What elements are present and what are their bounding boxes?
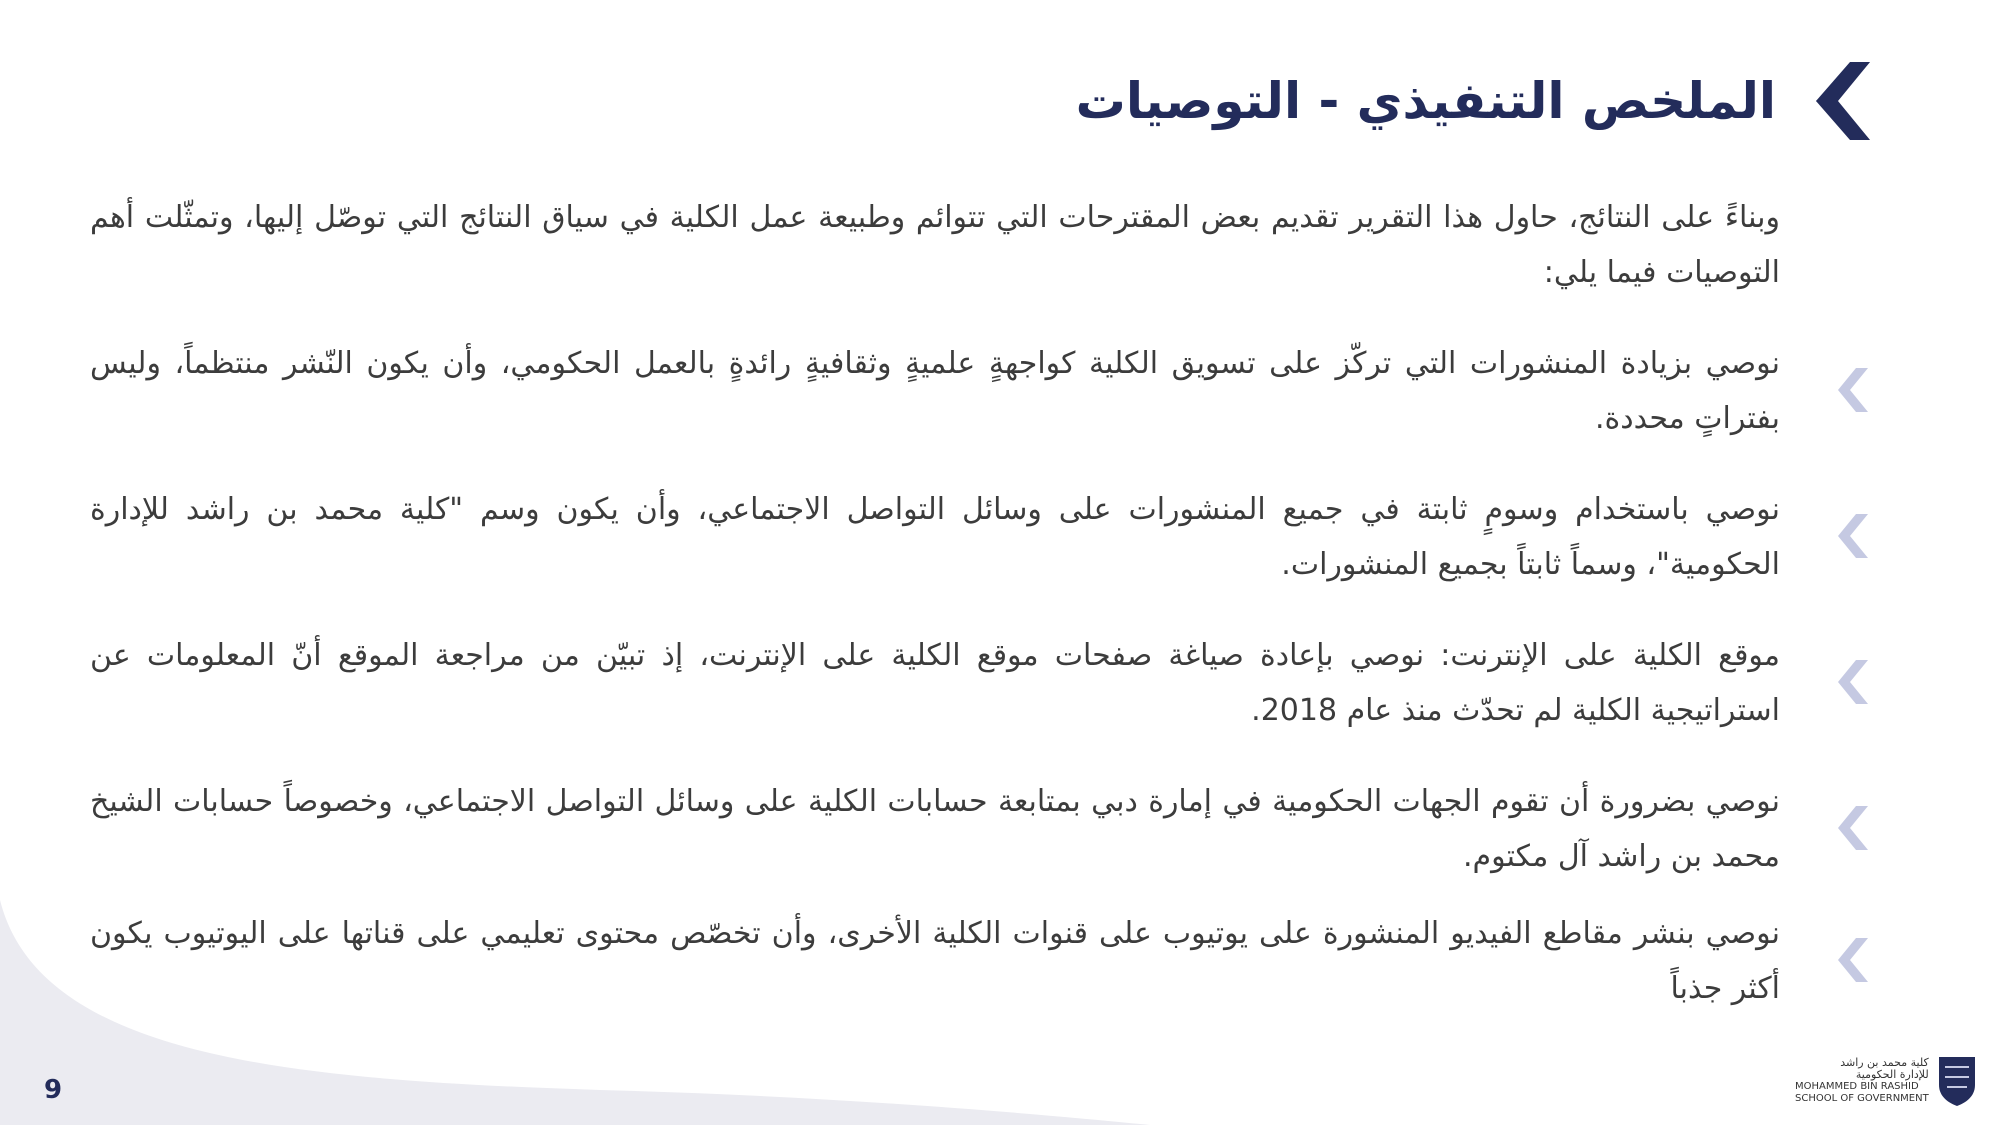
page-title: الملخص التنفيذي - التوصيات (1075, 72, 1776, 130)
list-item (90, 482, 1780, 592)
recommendation-text: نوصي بزيادة المنشورات التي تركّز على تسويق الكلية كواجهةٍ علميةٍ وثقافيةٍ رائدةٍ بالعمل الحكومي، وأن يكون النّشر منتظماً، وليس بفتراتٍ محددة. (90, 346, 1780, 436)
chevron-left-icon (1838, 660, 1868, 704)
list-item (90, 906, 1780, 1016)
logo-english-line-1: MOHAMMED BIN RASHID (1795, 1081, 1919, 1092)
recommendation-text: نوصي بضرورة أن تقوم الجهات الحكومية في إمارة دبي بمتابعة حسابات الكلية على وسائل التواصل الاجتماعي، وخصوصاً حسابات الشيخ محمد بن راشد آل مكتوم. (90, 784, 1780, 874)
chevron-left-icon (1838, 938, 1868, 982)
logo-text (1795, 1057, 1929, 1105)
list-item (90, 628, 1780, 738)
list-item (90, 774, 1780, 884)
logo-arabic-line-2: للإدارة الحكومية (1855, 1068, 1929, 1081)
header (1076, 62, 1870, 140)
recommendation-text: موقع الكلية على الإنترنت: نوصي بإعادة صياغة صفحات موقع الكلية على الإنترنت، إذ تبيّن من مراجعة الموقع أنّ المعلومات عن استراتيجية الكلية لم تحدّث منذ عام 2018. (90, 638, 1780, 728)
chevron-left-icon (1838, 368, 1868, 412)
intro-paragraph: وبناءً على النتائج، حاول هذا التقرير تقديم بعض المقترحات التي تتوائم وطبيعة عمل الكلية في سياق النتائج التي توصّل إليها، وتمثّلت أهم التوصيات فيما يلي: (90, 200, 1780, 290)
recommendation-text: نوصي بنشر مقاطع الفيديو المنشورة على يوتيوب على قنوات الكلية الأخرى، وأن تخصّص محتوى تعليمي على قناتها على اليوتيوب يكون أكثر جذباً (90, 916, 1780, 1006)
chevron-left-icon (1838, 806, 1868, 850)
chevron-left-icon (1838, 514, 1868, 558)
page-number: 9 (44, 1075, 63, 1105)
logo-english-line-2: SCHOOL OF GOVERNMENT (1795, 1093, 1929, 1104)
recommendations-body (90, 190, 1780, 1016)
list-item (90, 336, 1780, 446)
school-logo (1795, 1055, 1977, 1107)
recommendation-text: نوصي باستخدام وسومٍ ثابتة في جميع المنشورات على وسائل التواصل الاجتماعي، وأن يكون وسم "كلية محمد بن راشد للإدارة الحكومية"، وسماً ثابتاً بجميع المنشورات. (90, 492, 1780, 582)
shield-icon (1937, 1055, 1977, 1107)
logo-arabic-line-1: كلية محمد بن راشد (1840, 1056, 1929, 1069)
chevron-left-icon (1816, 62, 1870, 140)
